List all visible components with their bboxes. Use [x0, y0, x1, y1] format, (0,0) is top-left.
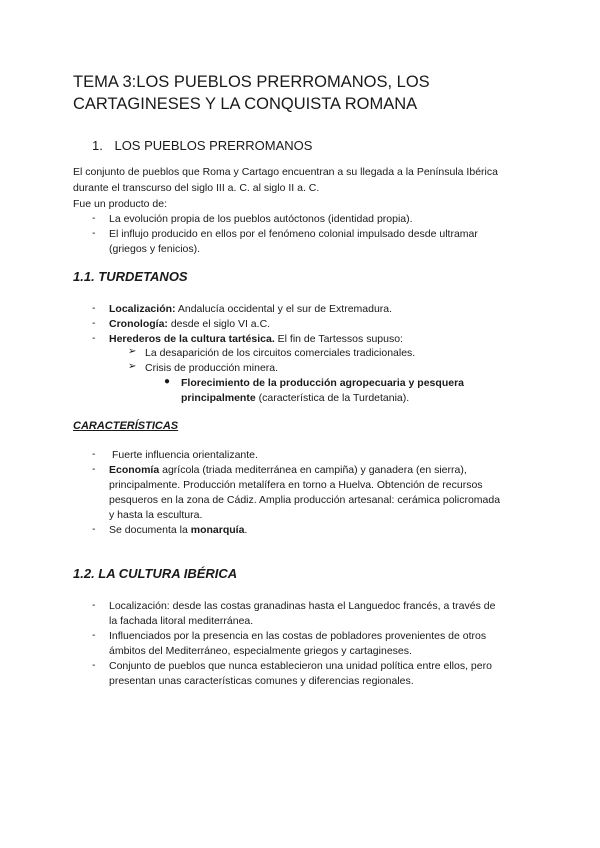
section-1-item-2-line-2: (griegos y fenicios). [109, 243, 201, 255]
cronologia-text: desde el siglo VI a.C. [170, 318, 271, 330]
iberica-item-3-line-2: presentan unas características comunes y diferencias regionales. [109, 675, 414, 687]
page-title-line-1: TEMA 3:LOS PUEBLOS PRERROMANOS, LOS [73, 73, 430, 91]
herederos-item [109, 332, 403, 347]
subsub-text-2: (característica de la Turdetania). [258, 392, 410, 404]
arrow-bullet-icon: ➢ [128, 346, 137, 357]
list-dash: - [92, 317, 96, 329]
iberica-item-3-line-1: Conjunto de pueblos que nunca establecieron una unidad política entre ellos, pero [109, 660, 492, 672]
arrow-bullet-icon: ➢ [128, 361, 137, 372]
sub-item-1: La desaparición de los circuitos comerciales tradicionales. [145, 347, 416, 359]
round-bullet-icon: ● [164, 376, 171, 387]
cronologia-item [109, 317, 270, 332]
list-dash: - [92, 629, 96, 641]
intro-line-3: Fue un producto de: [73, 198, 167, 210]
page-title-line-2: CARTAGINESES Y LA CONQUISTA ROMANA [73, 95, 418, 113]
economia-line-4: y hasta la escultura. [109, 509, 203, 521]
iberica-item-2-line-1: Influenciados por la presencia en las costas de pobladores provenientes de otros [109, 630, 487, 642]
monarquia-bold: monarquía [190, 524, 245, 536]
economia-line-3: pesqueros en la zona de Cádiz. Amplia producción artesanal: cerámica policromada [109, 494, 501, 506]
caracteristicas-heading: CARACTERÍSTICAS [73, 420, 179, 432]
economia-line-2: principalmente. Producción metalífera en torno a Huelva. Obtención de recursos [109, 479, 483, 491]
section-1-number: 1. [92, 138, 103, 153]
list-dash: - [92, 599, 96, 611]
localizacion-text: Andalucía occidental y el sur de Extremadura. [177, 303, 393, 315]
economia-label: Economía [109, 464, 160, 476]
section-1-1-heading: 1.1. TURDETANOS [73, 269, 188, 284]
cronologia-label: Cronología: [109, 318, 168, 330]
economia-line-1 [109, 463, 467, 478]
list-dash: - [92, 302, 96, 314]
monarquia-text: Se documenta la [109, 524, 188, 536]
iberica-item-1-line-1: Localización: desde las costas granadinas hasta el Languedoc francés, a través de [109, 600, 496, 612]
list-dash: - [92, 463, 96, 475]
list-dash: - [92, 227, 96, 239]
list-dash: - [92, 448, 96, 460]
section-1-item-1: La evolución propia de los pueblos autóctonos (identidad propia). [109, 213, 413, 225]
subsub-item-line-1 [181, 376, 464, 391]
monarquia-end: . [244, 524, 248, 536]
intro-line-1: El conjunto de pueblos que Roma y Cartago encuentran a su llegada a la Península Ibérica [73, 166, 498, 178]
subsub-bold-2: principalmente [181, 392, 256, 404]
list-dash: - [92, 659, 96, 671]
iberica-item-2-line-2: ámbitos del Mediterráneo, especialmente griegos y cartagineses. [109, 645, 412, 657]
localizacion-item [109, 302, 392, 317]
list-dash: - [92, 523, 96, 535]
section-1-2-heading: 1.2. LA CULTURA IBÉRICA [73, 566, 238, 581]
economia-text-1: agrícola (triada mediterránea en campiña) y ganadera (en sierra), [162, 464, 467, 476]
subsub-item-line-2 [181, 391, 409, 406]
section-1-title: LOS PUEBLOS PRERROMANOS [114, 138, 313, 153]
subsub-bold-1: Florecimiento de la producción agropecuaria y pesquera [181, 377, 464, 389]
localizacion-label: Localización: [109, 303, 176, 315]
list-dash: - [92, 332, 96, 344]
caracteristicas-item-1: Fuerte influencia orientalizante. [112, 449, 258, 461]
monarquia-item [109, 523, 247, 538]
intro-line-2: durante el transcurso del siglo III a. C. al siglo II a. C. [73, 182, 320, 194]
herederos-text: El fin de Tartessos supuso: [277, 333, 403, 345]
iberica-item-1-line-2: la fachada litoral mediterránea. [109, 615, 254, 627]
sub-item-2: Crisis de producción minera. [145, 362, 279, 374]
list-dash: - [92, 212, 96, 224]
section-1-item-2-line-1: El influjo producido en ellos por el fenómeno colonial impulsado desde ultramar [109, 228, 478, 240]
herederos-label: Herederos de la cultura tartésica. [109, 333, 275, 345]
section-1-heading [92, 138, 312, 153]
